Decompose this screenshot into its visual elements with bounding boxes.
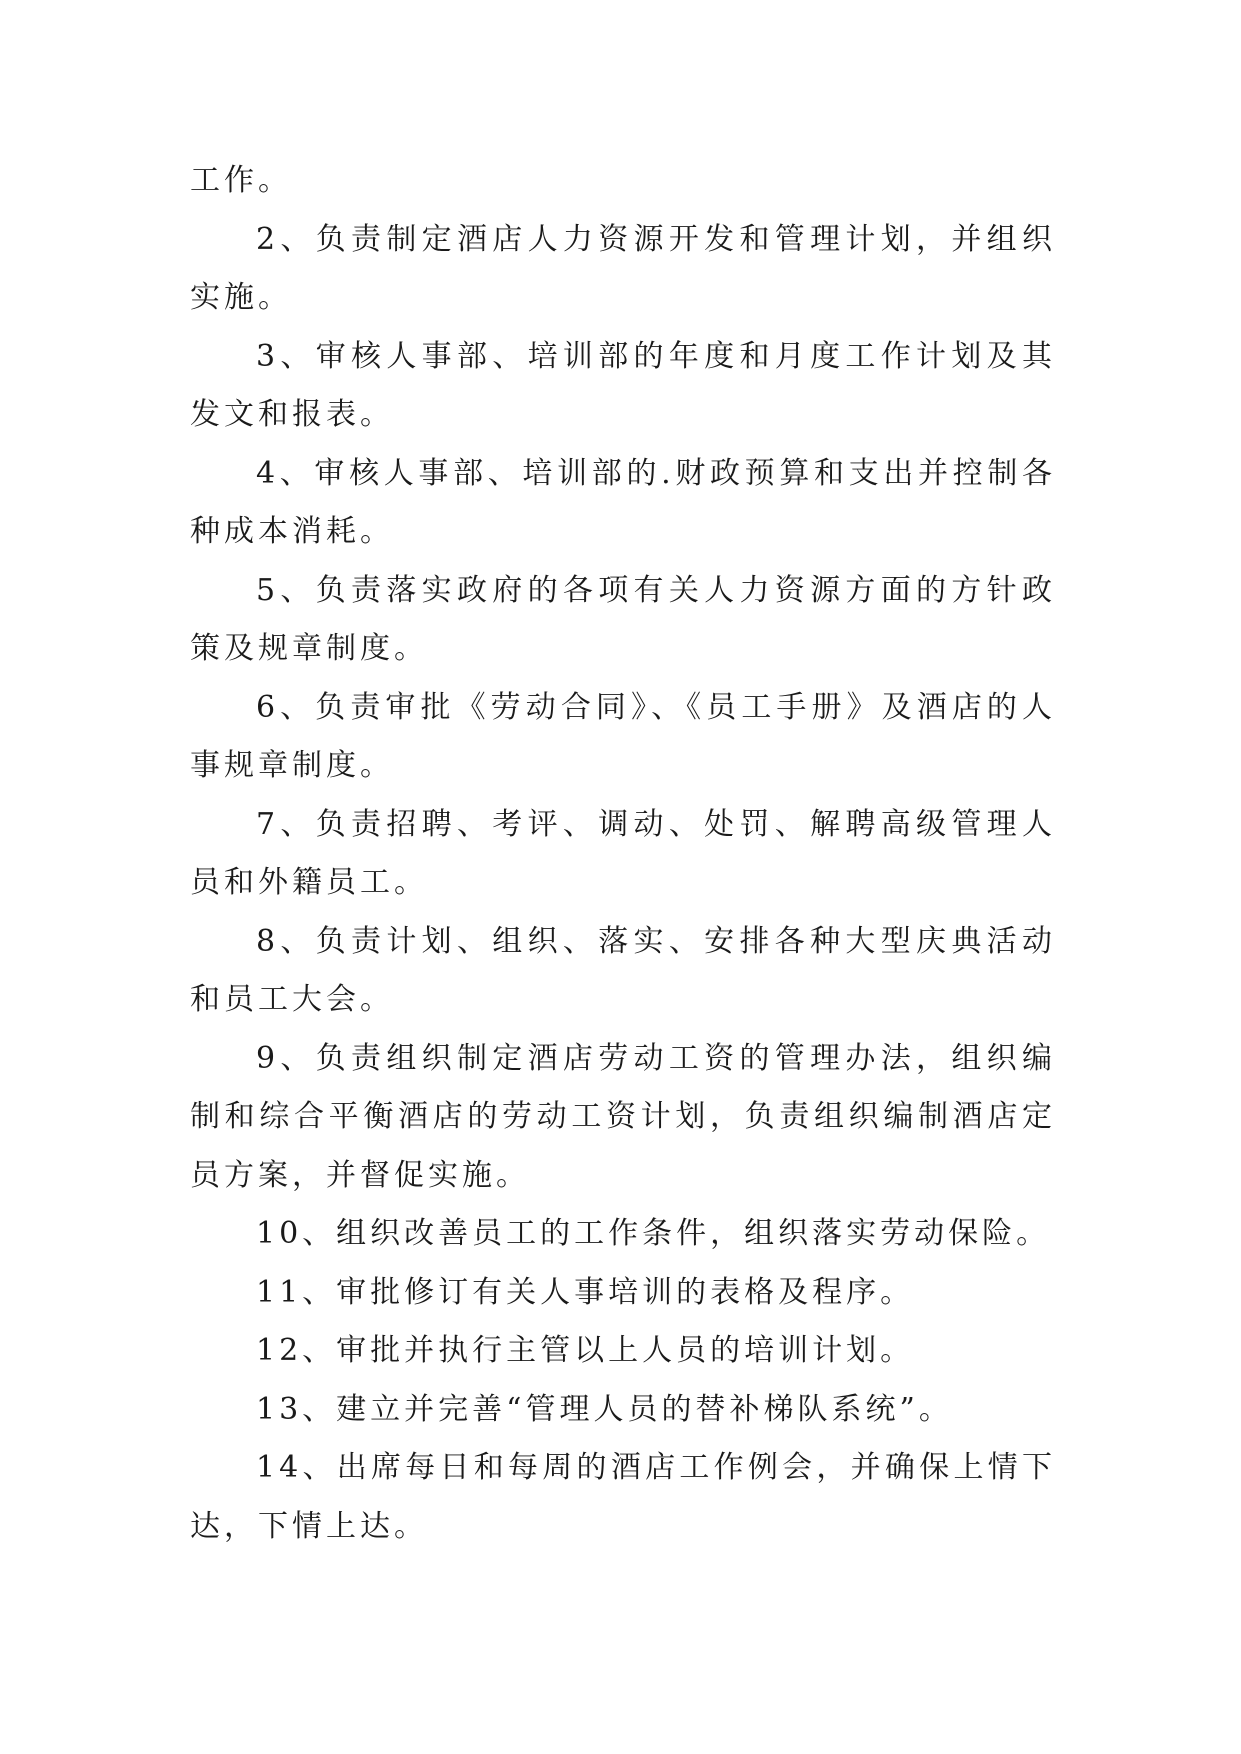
paragraph-item-2: 2、负责制定酒店人力资源开发和管理计划，并组织实施。	[190, 221, 1056, 315]
paragraph-item-4: 4、审核人事部、培训部的.财政预算和支出并控制各种成本消耗。	[190, 455, 1056, 549]
paragraph-item-8: 8、负责计划、组织、落实、安排各种大型庆典活动和员工大会。	[190, 923, 1056, 1017]
paragraph-item-11: 11、审批修订有关人事培训的表格及程序。	[256, 1274, 915, 1310]
paragraph-item-3: 3、审核人事部、培训部的年度和月度工作计划及其发文和报表。	[190, 338, 1056, 432]
paragraph-item-5: 5、负责落实政府的各项有关人力资源方面的方针政策及规章制度。	[190, 572, 1056, 666]
paragraph-item-12: 12、审批并执行主管以上人员的培训计划。	[256, 1333, 915, 1368]
paragraph-continuation: 工作。	[190, 163, 292, 198]
paragraph-item-14: 14、出席每日和每周的酒店工作例会，并确保上情下达，下情上达。	[190, 1450, 1056, 1544]
paragraph-item-9: 9、负责组织制定酒店劳动工资的管理办法，组织编制和综合平衡酒店的劳动工资计划，负责组织编制酒店定员方案，并督促实施。	[190, 1040, 1056, 1193]
document-body	[190, 152, 1056, 1556]
paragraph-item-6: 6、负责审批《劳动合同》、《员工手册》及酒店的人事规章制度。	[190, 689, 1056, 783]
paragraph-item-10: 10、组织改善员工的工作条件，组织落实劳动保险。	[256, 1216, 1051, 1251]
paragraph-item-7: 7、负责招聘、考评、调动、处罚、解聘高级管理人员和外籍员工。	[190, 806, 1056, 900]
paragraph-item-13: 13、建立并完善“管理人员的替补梯队系统”。	[256, 1391, 953, 1427]
